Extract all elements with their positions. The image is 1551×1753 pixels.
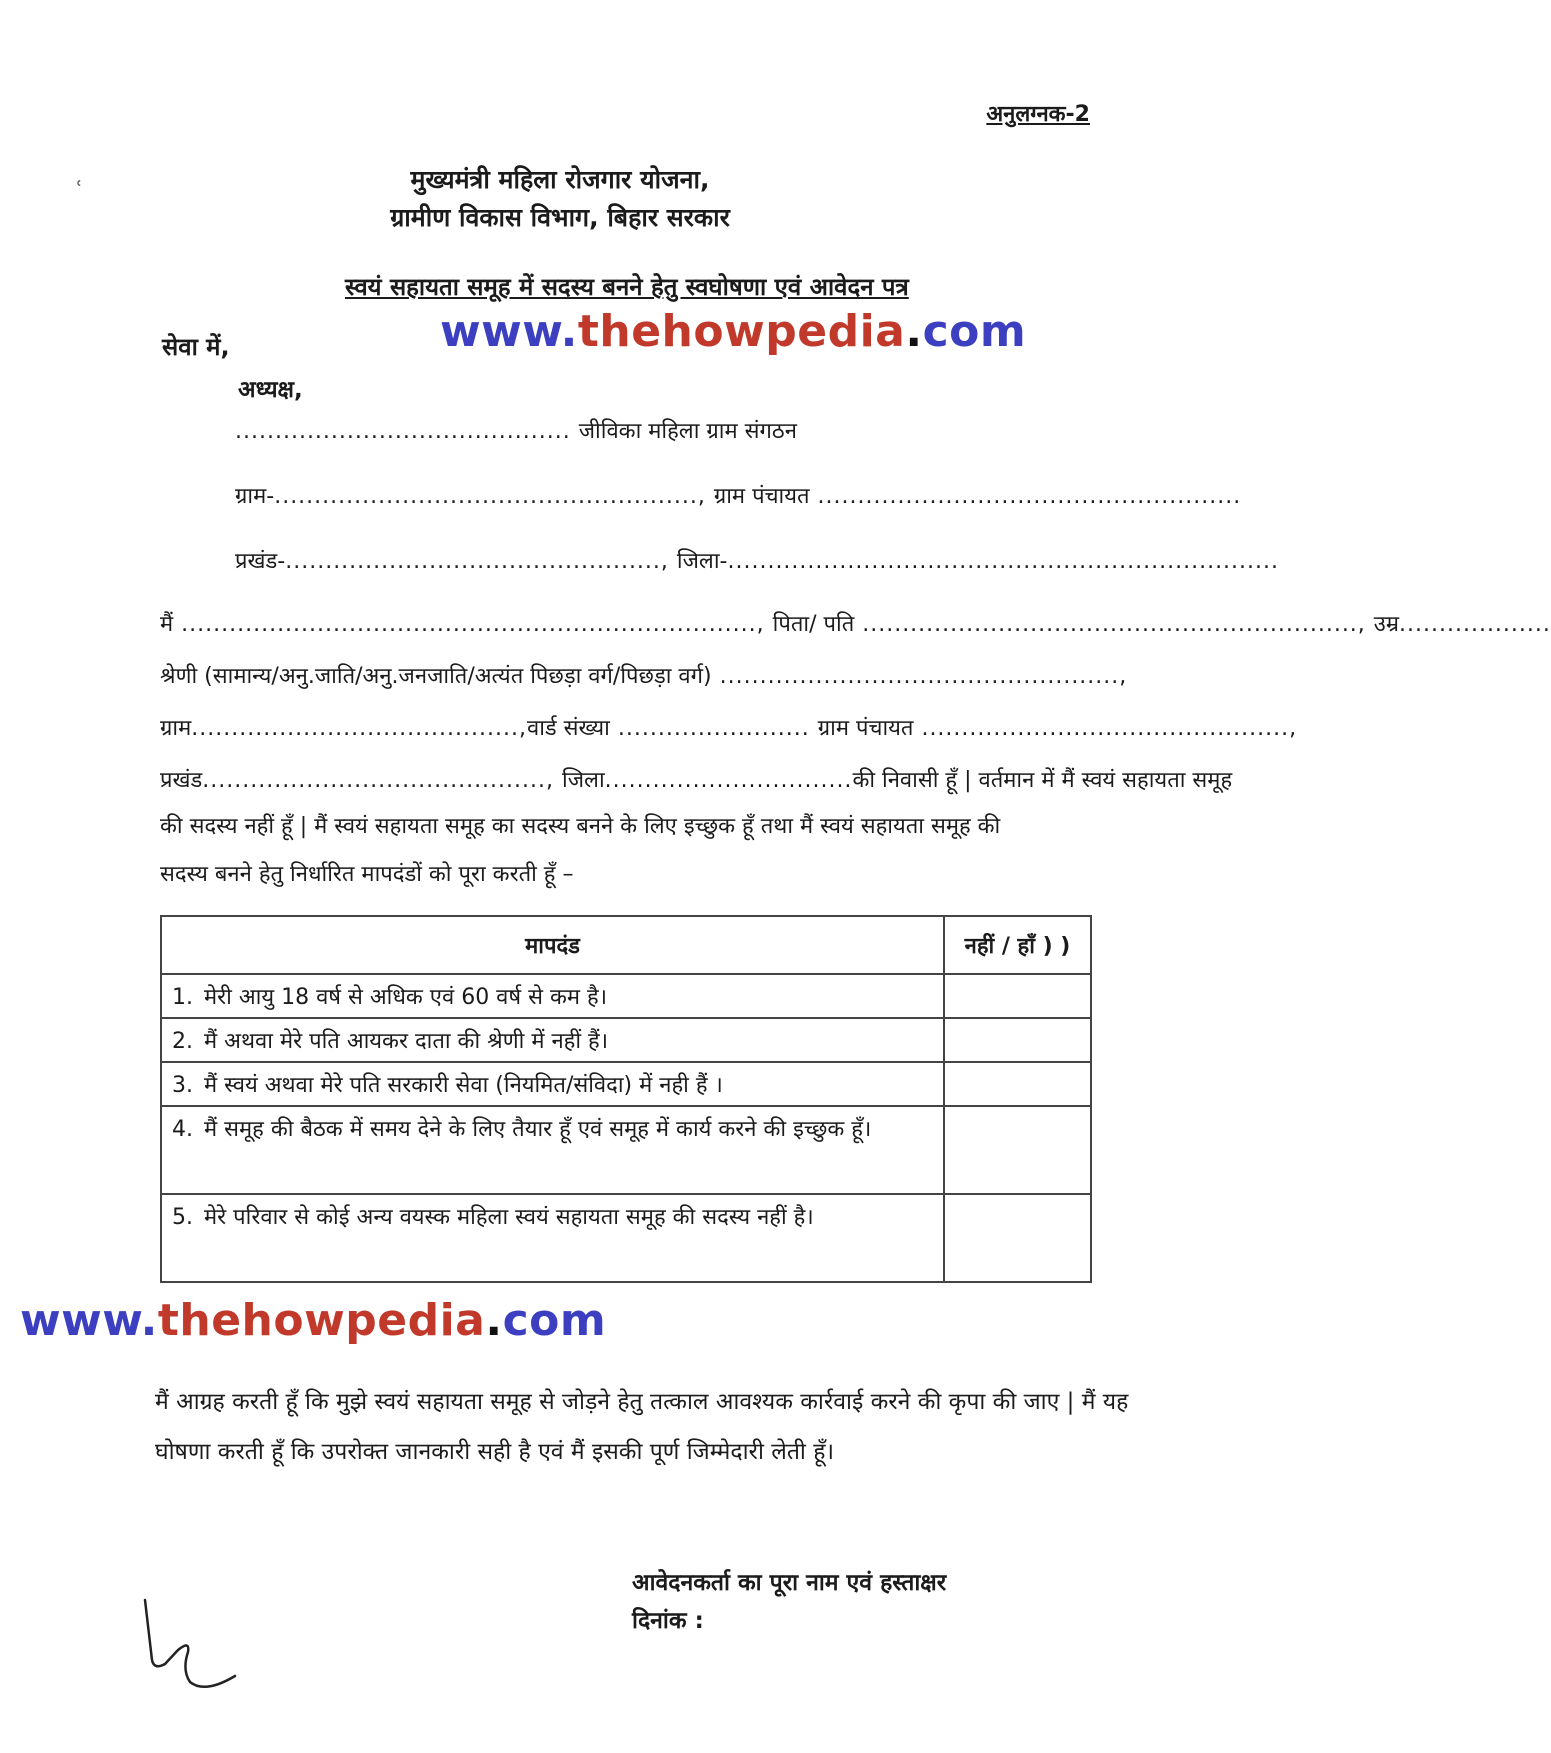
body-village-field[interactable]: .........................................,	[191, 716, 527, 741]
watermark-www: www.	[440, 306, 578, 357]
ward-field[interactable]: ........................	[609, 716, 818, 741]
table-row	[161, 974, 1091, 1018]
row-number: 2.	[172, 1029, 193, 1054]
applicant-name-field[interactable]: ........................................................................,	[173, 612, 773, 637]
panchayat-label: ग्राम पंचायत	[713, 484, 810, 509]
district-field[interactable]: .....................................................................	[727, 549, 1280, 574]
criteria-cell	[161, 974, 944, 1018]
criteria-header: मापदंड	[161, 916, 944, 974]
resident-text: की निवासी हूँ | वर्तमान में मैं स्वयं सहायता समूह	[852, 768, 1233, 793]
category-label: श्रेणी (सामान्य/अनु.जाति/अनु.जनजाति/अत्यंत पिछड़ा वर्ग/पिछड़ा वर्ग)	[160, 664, 712, 689]
vo-name-field[interactable]: ..........................................	[235, 419, 579, 444]
watermark-brand: thehowpedia	[157, 1295, 486, 1346]
body-line-village	[160, 712, 1297, 742]
block-district-line	[235, 545, 1279, 575]
body-main-label: मैं	[160, 612, 174, 637]
table-row	[161, 1194, 1091, 1282]
watermark-dot: .	[905, 306, 923, 357]
table-row	[161, 1062, 1091, 1106]
criteria-cell	[161, 1062, 944, 1106]
criteria-cell	[161, 1018, 944, 1062]
answer-cell[interactable]	[944, 974, 1091, 1018]
answer-cell[interactable]	[944, 1194, 1091, 1282]
scan-mark: ʿ	[76, 178, 83, 203]
criteria-text: मैं अथवा मेरे पति आयकर दाता की श्रेणी में नहीं हैं।	[204, 1029, 609, 1054]
body-block-field[interactable]: ...........................................,	[202, 768, 562, 793]
date-label: दिनांक :	[632, 1608, 704, 1634]
row-number: 5.	[172, 1205, 193, 1230]
row-number: 3.	[172, 1073, 193, 1098]
body-district-field[interactable]: ...............................	[604, 768, 853, 793]
answer-cell[interactable]	[944, 1062, 1091, 1106]
criteria-header-row	[161, 916, 1091, 974]
age-label: उम्र	[1373, 612, 1400, 637]
district-label: जिला-	[676, 549, 728, 574]
block-field[interactable]: ...............................................,	[285, 549, 677, 574]
block-label: प्रखंड-	[235, 549, 286, 574]
table-row	[161, 1106, 1091, 1194]
village-label: ग्राम-	[235, 484, 275, 509]
body-line-name	[160, 608, 1551, 638]
answer-cell[interactable]	[944, 1106, 1091, 1194]
criteria-text: मैं स्वयं अथवा मेरे पति सरकारी सेवा (नियमित/संविदा) में नही हैं ।	[204, 1073, 723, 1098]
body-para-line3: सदस्य बनने हेतु निर्धारित मापदंडों को पूरा करती हूँ –	[160, 862, 574, 887]
criteria-cell	[161, 1194, 944, 1282]
row-number: 1.	[172, 985, 193, 1010]
vo-line-label: जीविका महिला ग्राम संगठन	[578, 419, 797, 444]
criteria-text: मेरे परिवार से कोई अन्य वयस्क महिला स्वयं सहायता समूह की सदस्य नहीं है।	[204, 1205, 814, 1230]
criteria-text: मेरी आयु 18 वर्ष से अधिक एवं 60 वर्ष से कम है।	[204, 985, 608, 1010]
category-field[interactable]: ..................................................,	[711, 664, 1128, 689]
handwritten-scribble	[130, 1590, 250, 1700]
body-panchayat-label: ग्राम पंचायत	[817, 716, 914, 741]
body-panchayat-field[interactable]: ..............................................,	[913, 716, 1298, 741]
form-subject: स्वयं सहायता समूह में सदस्य बनने हेतु स्वघोषणा एवं आवेदन पत्र	[345, 273, 909, 301]
header-department: ग्रामीण विकास विभाग, बिहार सरकार	[390, 203, 730, 232]
age-field[interactable]: ...................	[1399, 612, 1551, 637]
watermark-www: www.	[20, 1295, 158, 1346]
vo-line	[235, 415, 797, 445]
row-number: 4.	[172, 1117, 193, 1142]
village-panchayat-line	[235, 480, 1241, 510]
watermark-dot: .	[485, 1295, 503, 1346]
father-label: पिता/ पति	[772, 612, 855, 637]
body-para-line2: की सदस्य नहीं हूँ | मैं स्वयं सहायता समूह का सदस्य बनने के लिए इच्छुक हूँ तथा मैं स्वयं सहायता समूह की	[160, 814, 1001, 839]
criteria-text: मैं समूह की बैठक में समय देने के लिए तैयार हूँ एवं समूह में कार्य करने की इच्छुक हूँ।	[204, 1117, 872, 1142]
ward-label: वार्ड संख्या	[526, 716, 610, 741]
body-line-category	[160, 660, 1127, 690]
body-line-block	[160, 764, 1232, 794]
address-chairperson: अध्यक्ष,	[238, 377, 303, 403]
watermark-brand: thehowpedia	[577, 306, 906, 357]
body-village-label: ग्राम	[160, 716, 192, 741]
watermark-bottom	[20, 1295, 606, 1346]
closing-paragraph: मैं आग्रह करती हूँ कि मुझे स्वयं सहायता समूह से जोड़ने हेतु तत्काल आवश्यक कार्रवाई करने की कृपा की जाए | मैं यह घोषणा करती हूँ कि उपरोक्त जानकारी सही है एवं मैं इसकी पूर्ण जिम्मेदारी लेती हूँ।	[155, 1389, 1129, 1465]
watermark-tld: com	[922, 306, 1027, 357]
table-row	[161, 1018, 1091, 1062]
criteria-table	[160, 915, 1092, 1283]
village-field[interactable]: .....................................................,	[274, 484, 714, 509]
answer-cell[interactable]	[944, 1018, 1091, 1062]
criteria-cell	[161, 1106, 944, 1194]
address-to: सेवा में,	[162, 333, 230, 361]
header-scheme-name: मुख्यमंत्री महिला रोजगार योजना,	[410, 165, 710, 194]
body-district-label: जिला	[562, 768, 605, 793]
father-name-field[interactable]: ..............................................................,	[854, 612, 1374, 637]
signature-label: आवेदनकर्ता का पूरा नाम एवं हस्ताक्षर	[632, 1570, 947, 1596]
panchayat-field[interactable]: .....................................................	[809, 484, 1242, 509]
answer-header: नहीं / हाँ ) )	[944, 916, 1091, 974]
watermark-tld: com	[502, 1295, 607, 1346]
annex-label: अनुलग्नक-2	[986, 102, 1090, 127]
watermark-top	[440, 306, 1026, 357]
body-block-label: प्रखंड	[160, 768, 203, 793]
